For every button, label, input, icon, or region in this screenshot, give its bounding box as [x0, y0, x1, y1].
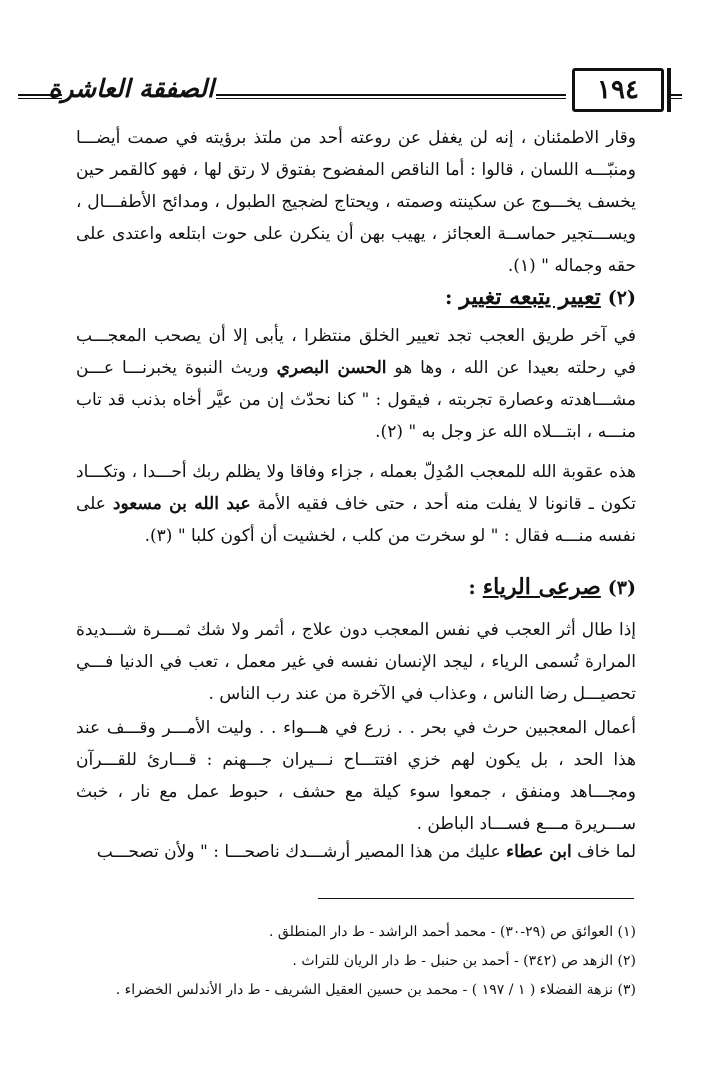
section-number: (٢) [607, 287, 636, 309]
header-rule-middle [216, 94, 566, 99]
section-colon: : [445, 285, 460, 309]
text-run: لما خاف [571, 842, 636, 862]
running-title: الصفقة العاشرة [48, 74, 214, 103]
text-run: عليك من هذا المصير أرشـــدك ناصحـــا : " ولأن تصحـــب [96, 842, 507, 862]
footnotes [36, 918, 636, 1005]
paragraph-section3-1: إذا طال أثر العجب في نفس المعجب دون علاج ، أثمر ولا شك ثمـــرة شـــديدة المرارة تُسمى الرياء ، ليجد الإنسان نفسه في غير معمل ، تعب في الدنيا فـــي تحصيـــل رضا الناس ، وعذاب في الآخرة من عند رب الناس . [76, 620, 636, 704]
paragraph-intro: وقار الاطمئنان ، إنه لن يغفل عن روعته أحد من ملتذ برؤيته في صمت أيضـــا ومنبّـــه اللسان ، قالوا : أما الناقص المفضوح بفتوق لا رتق لها ، فهو كالقمر حين يخسف يخـــوج عن سكينته وصمته ، ويحتاج لضجيج الطبول ، ومدائح الأطفـــال ، ويســـتجير حماســة العجائز ، يهيب بهن أن ينكرن على حوت ابتلعه واعتدى على حقه وجماله " (١). [76, 128, 636, 276]
text-run: في آخر طريق العجب تجد تعيير الخلق منتظرا ، يأبى إلا أن يصحب المعجـــب في رحلته بعيدا عن الله ، وها هو [76, 326, 636, 378]
text-run: على نفسه منـــه فقال : " لو سخرت من كلب ، لخشيت أن أكون كلبا " (٣). [76, 494, 636, 546]
section-heading-3 [468, 574, 636, 600]
header-rule-right [670, 94, 682, 99]
footnote-3: (٣) نزهة الفضلاء ( ١ / ١٩٧ ) - محمد بن حسين العقيل الشريف - ط دار الأندلس الخضراء . [115, 982, 636, 998]
person-name: ابن عطاء [506, 842, 572, 862]
text-run: وريث النبوة يخبرنـــا عـــن مشـــاهدته وعصارة تجربته ، فيقول : " كنا نحدّث إن من عيَّر أخاه بذنب قد تاب منـــه ، ابتـــلاه الله عز وجل به " (٢). [76, 358, 636, 442]
paragraph-section2-2 [76, 456, 636, 552]
section-title: تعيير يتبعه تغيير [459, 284, 601, 310]
page-number: ١٩٤ [572, 68, 664, 112]
text-run: هذه عقوبة الله للمعجب المُدِلّ بعمله ، جزاء وفاقا ولا يظلم ربك أحـــدا ، وتكـــاد تكون ـ قانونا لا يفلت منه أحد ، حتى خاف فقيه الأمة [76, 462, 636, 514]
footnote-1: (١) العوائق ص (٢٩-٣٠) - محمد أحمد الراشد - ط دار المنطلق . [269, 924, 636, 940]
page-header [18, 66, 680, 112]
person-name: عبد الله بن مسعود [112, 494, 251, 514]
section-number: (٣) [607, 577, 636, 599]
footnote-2: (٢) الزهد ص (٣٤٢) - أحمد بن حنبل - ط دار الريان للتراث . [292, 953, 636, 969]
section-title: صرعى الرياء [482, 574, 601, 600]
paragraph-section3-2: أعمال المعجبين حرث في بحر . . زرع في هـــواء . . وليت الأمـــر وقـــف عند هذا الحد ، بل يكون لهم خزي افتتـــاح نـــيران جـــهنم : قـــارئ للقـــرآن ومجـــاهد ومنفق ، جمعوا سوء كيلة مع حشف ، حبوط عمل مع نار ، خبث ســـريرة مـــع فســـاد الباطن . [76, 718, 636, 834]
section-colon: : [468, 575, 483, 599]
footnote-separator [318, 898, 634, 899]
paragraph-section3-3 [76, 836, 636, 868]
person-name: الحسن البصري [276, 358, 387, 378]
section-heading-2 [445, 284, 636, 310]
paragraph-section2-1 [76, 320, 636, 448]
